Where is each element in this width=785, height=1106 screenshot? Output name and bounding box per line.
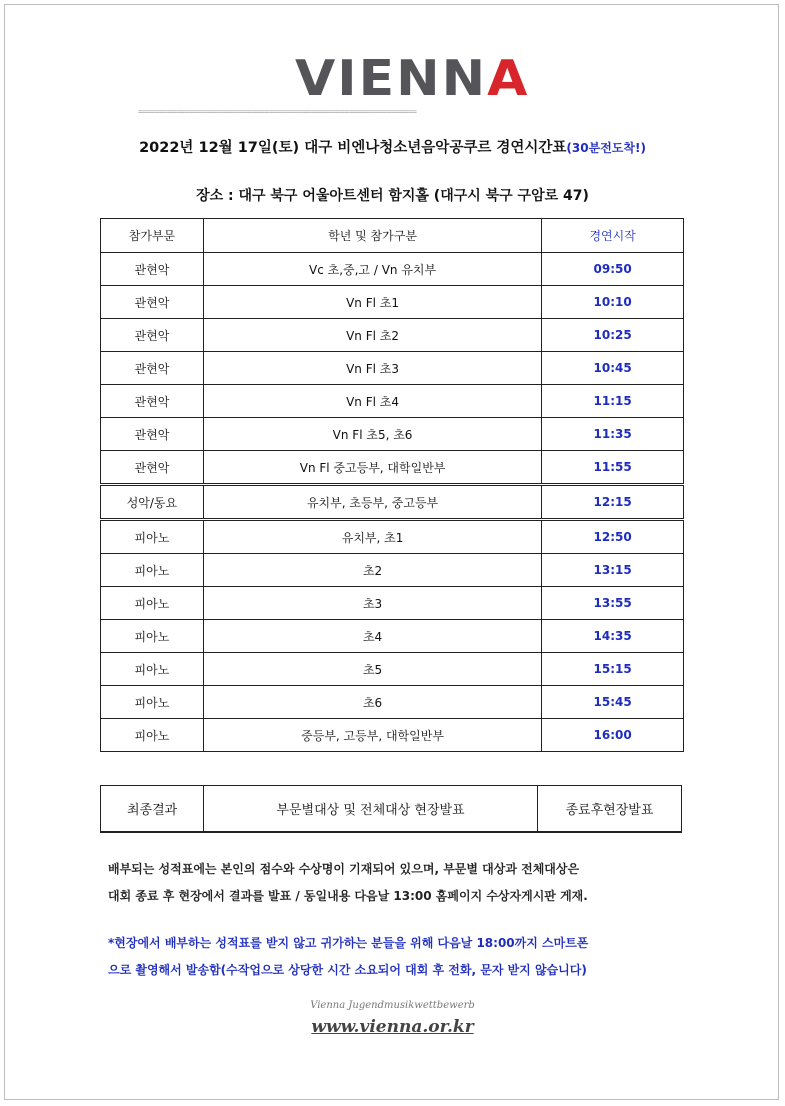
row-time: 14:35 xyxy=(542,620,684,653)
row-time: 10:25 xyxy=(542,319,684,352)
table-row xyxy=(101,253,684,286)
vienna-logo xyxy=(295,50,530,108)
final-when: 종료후현장발표 xyxy=(537,786,681,833)
row-dept: 피아노 xyxy=(101,719,204,752)
row-dept: 관현악 xyxy=(101,286,204,319)
header-grade: 학년 및 참가구분 xyxy=(203,219,541,253)
row-time: 09:50 xyxy=(542,253,684,286)
row-grade: Vn Fl 초1 xyxy=(203,286,541,319)
row-dept: 피아노 xyxy=(101,554,204,587)
row-dept: 피아노 xyxy=(101,587,204,620)
row-time: 11:35 xyxy=(542,418,684,451)
logo-main: VIENN xyxy=(295,50,488,108)
row-time: 13:15 xyxy=(542,554,684,587)
notice-results-line1: 배부되는 성적표에는 본인의 점수와 수상명이 기재되어 있으며, 부문별 대상과 전체대상은 xyxy=(108,862,580,876)
table-row xyxy=(101,418,684,451)
divider-rule: ================================================================== xyxy=(138,107,417,116)
row-time: 11:15 xyxy=(542,385,684,418)
row-grade: Vc 초,중,고 / Vn 유치부 xyxy=(203,253,541,286)
table-row xyxy=(101,587,684,620)
table-row xyxy=(101,352,684,385)
table-row xyxy=(101,451,684,485)
table-row xyxy=(101,485,684,520)
final-label: 최종결과 xyxy=(101,786,204,833)
footer-url-link[interactable]: www.vienna.or.kr xyxy=(311,1017,474,1037)
row-dept: 관현악 xyxy=(101,385,204,418)
row-dept: 관현악 xyxy=(101,253,204,286)
row-time: 10:45 xyxy=(542,352,684,385)
table-row xyxy=(101,520,684,554)
header-time: 경연시작 xyxy=(542,219,684,253)
row-grade: 초3 xyxy=(203,587,541,620)
footer-subtitle: Vienna Jugendmusikwettbewerb xyxy=(310,1000,475,1011)
notice-results xyxy=(108,856,674,910)
row-grade: 초2 xyxy=(203,554,541,587)
row-grade: 초6 xyxy=(203,686,541,719)
row-dept: 피아노 xyxy=(101,686,204,719)
header-dept: 참가부문 xyxy=(101,219,204,253)
final-desc: 부문별대상 및 전체대상 현장발표 xyxy=(204,786,538,833)
row-dept: 피아노 xyxy=(101,520,204,554)
table-header-row xyxy=(101,219,684,253)
row-grade: Vn Fl 초5, 초6 xyxy=(203,418,541,451)
row-dept: 관현악 xyxy=(101,319,204,352)
notice-photo xyxy=(108,930,674,984)
row-dept: 피아노 xyxy=(101,653,204,686)
row-grade: 중등부, 고등부, 대학일반부 xyxy=(203,719,541,752)
final-result-table xyxy=(100,785,682,833)
table-row xyxy=(101,653,684,686)
table-row xyxy=(101,319,684,352)
notice-results-line2: 대회 종료 후 현장에서 결과를 발표 / 동일내용 다음날 13:00 홈페이지 수상자게시판 게재. xyxy=(108,889,588,903)
row-time: 15:45 xyxy=(542,686,684,719)
row-grade: Vn Fl 중고등부, 대학일반부 xyxy=(203,451,541,485)
row-dept: 관현악 xyxy=(101,418,204,451)
table-row xyxy=(101,686,684,719)
row-grade: 초5 xyxy=(203,653,541,686)
logo-accent: A xyxy=(487,50,530,108)
schedule-table xyxy=(100,218,684,752)
table-row xyxy=(101,620,684,653)
row-grade: 초4 xyxy=(203,620,541,653)
row-time: 12:50 xyxy=(542,520,684,554)
table-row xyxy=(101,719,684,752)
row-time: 16:00 xyxy=(542,719,684,752)
title-note: (30분전도착!) xyxy=(566,141,646,155)
row-time: 10:10 xyxy=(542,286,684,319)
venue-line: 장소 : 대구 북구 어울아트센터 함지홀 (대구시 북구 구암로 47) xyxy=(196,188,589,204)
page-title xyxy=(0,136,785,157)
table-row xyxy=(101,385,684,418)
row-dept: 관현악 xyxy=(101,352,204,385)
row-dept: 성악/동요 xyxy=(101,485,204,520)
title-main: 2022년 12월 17일(토) 대구 비엔나청소년음악공쿠르 경연시간표 xyxy=(139,140,567,156)
row-grade: Vn Fl 초4 xyxy=(203,385,541,418)
row-time: 13:55 xyxy=(542,587,684,620)
row-time: 12:15 xyxy=(542,485,684,520)
row-grade: Vn Fl 초3 xyxy=(203,352,541,385)
table-row xyxy=(101,286,684,319)
row-dept: 피아노 xyxy=(101,620,204,653)
row-grade: 유치부, 초1 xyxy=(203,520,541,554)
notice-photo-line1: *현장에서 배부하는 성적표를 받지 않고 귀가하는 분들을 위해 다음날 18:00까지 스마트폰 xyxy=(108,936,589,950)
row-time: 15:15 xyxy=(542,653,684,686)
row-dept: 관현악 xyxy=(101,451,204,485)
row-time: 11:55 xyxy=(542,451,684,485)
row-grade: Vn Fl 초2 xyxy=(203,319,541,352)
row-grade: 유치부, 초등부, 중고등부 xyxy=(203,485,541,520)
table-row xyxy=(101,554,684,587)
notice-photo-line2: 으로 촬영해서 발송함(수작업으로 상당한 시간 소요되어 대회 후 전화, 문자 받지 않습니다) xyxy=(108,963,587,977)
